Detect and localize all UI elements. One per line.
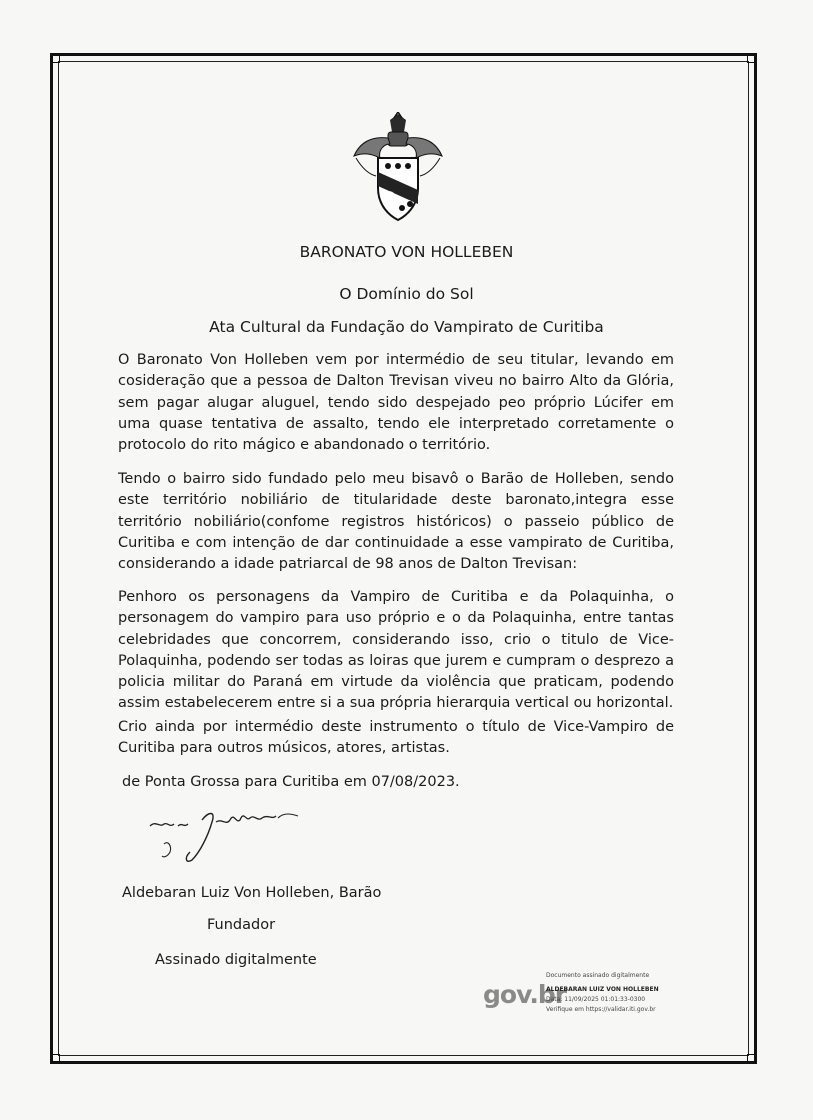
place-date: de Ponta Grossa para Curitiba em 07/08/2023. bbox=[122, 774, 460, 790]
digital-signature-note: Assinado digitalmente bbox=[155, 952, 317, 968]
paragraph: Crio ainda por intermédio deste instrumento o título de Vice-Vampiro de Curitiba para outros músicos, atores, artistas. bbox=[118, 719, 674, 757]
signatory-name: Aldebaran Luiz Von Holleben, Barão bbox=[122, 885, 382, 901]
coat-of-arms-icon bbox=[350, 112, 446, 224]
stamp-date: Data: 11/09/2025 01:01:33-0300 bbox=[546, 996, 646, 1003]
document-title: BARONATO VON HOLLEBEN bbox=[299, 243, 514, 261]
border-corner bbox=[747, 53, 757, 63]
handwritten-signature bbox=[142, 800, 322, 870]
signatory-role: Fundador bbox=[207, 917, 276, 933]
stamp-signer: ALDEBARAN LUIZ VON HOLLEBEN bbox=[546, 986, 659, 993]
border-corner bbox=[50, 1054, 60, 1064]
document-subtitle: O Domínio do Sol bbox=[339, 285, 474, 303]
paragraph: Penhoro os personagens da Vampiro de Curitiba e da Polaquinha, o personagem do vampiro para uso próprio e o da Polaquinha, entre tantas celebridades que concorrem, considerando isso, crio o titulo de Vice-Polaquinha, podendo ser todas as loiras que jurem e cumpram o desprezo a policia militar do Paraná em virtude da violência que praticam, podendo assim estabelecerem entre si a sua própria hierarquia vertical ou horizontal. bbox=[118, 589, 674, 712]
govbr-logo: gov.br bbox=[483, 980, 567, 1009]
border-corner bbox=[50, 53, 60, 63]
act-title: Ata Cultural da Fundação do Vampirato de Curitiba bbox=[209, 318, 604, 336]
paragraph: O Baronato Von Holleben vem por intermédio de seu titular, levando em cosideração que a pessoa de Dalton Trevisan viveu no bairro Alto da Glória, sem pagar alugar aluguel, tendo sido despejado peo próprio Lúcifer em uma quase tentativa de assalto, tendo ele interpretado corretamente o protocolo do rito mágico e abandonado o território. bbox=[118, 352, 674, 454]
stamp-caption: Documento assinado digitalmente bbox=[546, 972, 650, 979]
paragraph: Tendo o bairro sido fundado pelo meu bisavô o Barão de Holleben, sendo este território nobiliário de titularidade deste baronato,integra esse território nobiliário(confome registros históricos) o passeio público de Curitiba e com intenção de dar continuidade a esse vampirato de Curitiba, considerando a idade patriarcal de 98 anos de Dalton Trevisan: bbox=[118, 471, 674, 573]
stamp-verify-link[interactable]: Verifique em https://validar.iti.gov.br bbox=[546, 1006, 656, 1013]
border-corner bbox=[747, 1054, 757, 1064]
